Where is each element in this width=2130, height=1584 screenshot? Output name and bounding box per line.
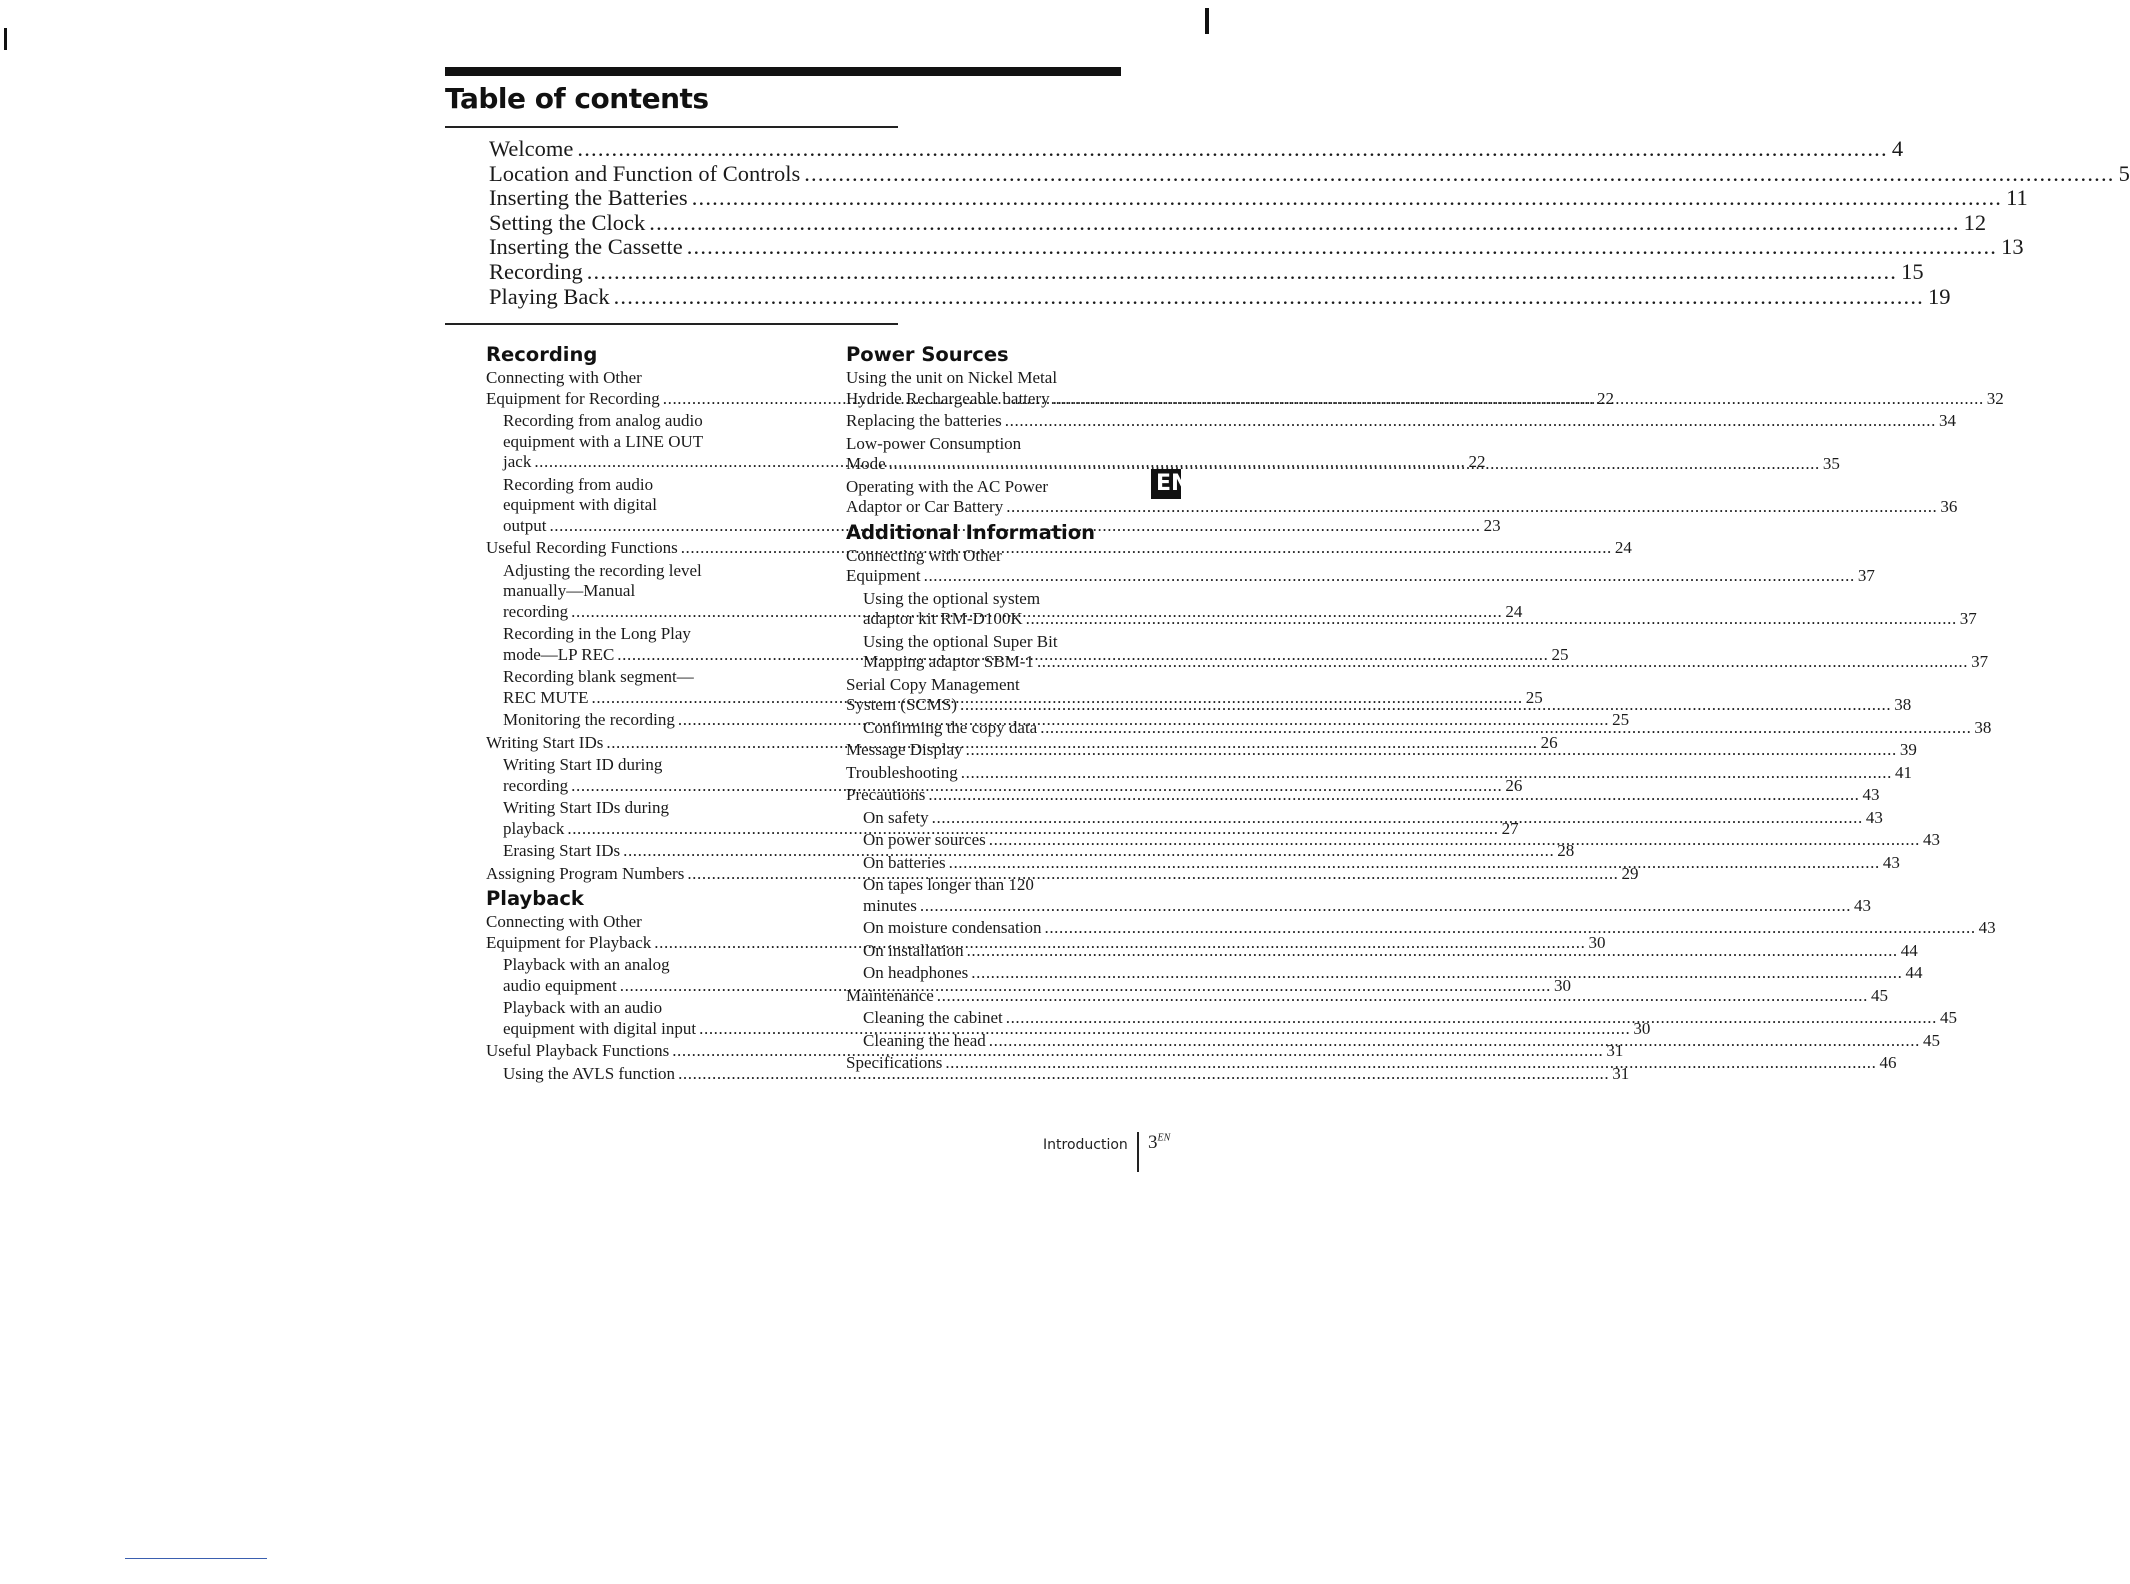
section-heading: Recording: [486, 343, 598, 366]
right-edge-mark: [1205, 8, 1209, 34]
toc-entry-page: 29: [1621, 863, 1639, 883]
toc-entry-label: Confirming the copy data: [863, 717, 1038, 737]
toc-entry-last-line: [846, 497, 1958, 518]
toc-entry-page: 13: [2001, 234, 2024, 260]
dot-leader: [1037, 652, 1968, 673]
toc-entry-page: 39: [1899, 740, 1917, 759]
toc-entry-page: 24: [1614, 538, 1632, 557]
toc-entry-last-line: [486, 1041, 1624, 1062]
toc-entry-label: Equipment for Playback: [486, 932, 652, 952]
toc-entry: [489, 283, 1951, 310]
top-rule-bar: [445, 67, 1121, 76]
toc-entry-label: REC MUTE: [503, 687, 589, 707]
toc-entry-label: Location and Function of Controls: [489, 160, 801, 186]
dot-leader: [967, 941, 1898, 962]
toc-entry-last-line: [846, 762, 1912, 784]
toc-entry: [486, 1063, 1630, 1085]
toc-entry: [489, 160, 2130, 187]
dot-leader: [966, 740, 1897, 761]
toc-entry-last-line: [863, 895, 1872, 917]
dot-leader: [804, 162, 2114, 187]
toc-entry-last-line: [846, 566, 1875, 587]
toc-entry-line: Using the unit on Nickel Metal: [846, 368, 1058, 387]
toc-entry-line: Recording in the Long Play: [503, 624, 691, 643]
toc-entry-page: 44: [1900, 940, 1918, 960]
section-heading: Playback: [486, 887, 584, 910]
dot-leader: [1044, 918, 1975, 939]
toc-entry: [846, 411, 1956, 432]
toc-entry-line: equipment with a LINE OUT: [503, 431, 704, 451]
toc-entry-label: Maintenance: [846, 985, 934, 1005]
toc-entry-page: 37: [1857, 566, 1875, 585]
dot-leader: [960, 695, 1891, 716]
dot-leader: [1006, 497, 1937, 518]
dot-leader: [1005, 411, 1936, 432]
toc-entry: [486, 1041, 1624, 1062]
toc-entry-label: jack: [503, 452, 532, 471]
toc-entry-line: Recording blank segment—: [503, 667, 694, 686]
toc-entry-last-line: [863, 963, 1923, 984]
toc-entry-label: On batteries: [863, 852, 946, 872]
toc-entry-page: 45: [1922, 1030, 1940, 1050]
toc-entry-label: On safety: [863, 807, 929, 827]
toc-entry-label: audio equipment: [503, 975, 617, 995]
toc-entry-label: Troubleshooting: [846, 762, 958, 782]
toc-entry-label: playback: [503, 818, 565, 838]
footer-page-value: 3: [1148, 1132, 1158, 1153]
intro-toc-list: [489, 136, 2130, 309]
page-title: Table of contents: [445, 82, 709, 115]
toc-entry-label: Erasing Start IDs: [503, 841, 621, 860]
bottom-edge-line: [125, 1558, 267, 1559]
toc-entry-label: Adaptor or Car Battery: [846, 497, 1004, 516]
toc-entry-page: 22: [1468, 452, 1486, 471]
toc-entry-page: 22: [1596, 388, 1614, 408]
toc-entry-line: Playback with an analog: [503, 955, 670, 974]
toc-entry-page: 5: [2118, 160, 2130, 186]
toc-entry-label: Useful Playback Functions: [486, 1041, 670, 1060]
dot-leader: [649, 211, 1959, 236]
toc-entry-label: recording: [503, 601, 569, 621]
toc-entry-label: On power sources: [863, 830, 986, 849]
dot-leader: [1026, 609, 1957, 630]
toc-entry-line: Playback with an audio: [503, 998, 663, 1017]
toc-entry-page: 43: [1922, 830, 1940, 849]
toc-entry-page: 28: [1557, 841, 1575, 860]
toc-entry-page: 26: [1505, 775, 1523, 795]
toc-entry-label: Recording: [489, 258, 583, 284]
toc-entry-page: 30: [1588, 932, 1606, 952]
toc-entry-page: 12: [1963, 209, 1987, 235]
toc-entry-page: 34: [1938, 411, 1956, 430]
toc-entry-label: Replacing the batteries: [846, 411, 1002, 430]
dot-leader: [889, 454, 1820, 475]
toc-entry-page: 25: [1525, 687, 1543, 707]
toc-entry-page: 31: [1612, 1063, 1630, 1083]
toc-entry-line: Using the optional system: [863, 588, 1041, 608]
dot-leader: [1006, 1008, 1937, 1029]
toc-entry-line: Adjusting the recording level: [503, 560, 702, 580]
footer-divider: [1137, 1132, 1139, 1172]
toc-entry-line: On tapes longer than 120: [863, 875, 1034, 894]
toc-entry-line: Connecting with Other: [486, 368, 642, 387]
toc-entry-last-line: [503, 1063, 1630, 1085]
toc-entry-page: 45: [1871, 985, 1888, 1005]
toc-entry-page: 11: [2006, 185, 2028, 211]
toc-entry-line: Recording from analog audio: [503, 411, 703, 430]
dot-leader: [920, 896, 1851, 917]
toc-entry-label: recording: [503, 775, 569, 795]
toc-entry-line: Writing Start IDs during: [503, 798, 669, 817]
toc-entry-label: Cleaning the cabinet: [863, 1008, 1003, 1027]
dot-leader: [971, 963, 1902, 984]
toc-entry-label: minutes: [863, 895, 917, 915]
toc-entry-page: 37: [1971, 652, 1989, 671]
dot-leader: [949, 853, 1880, 874]
toc-entry-page: 37: [1959, 609, 1977, 628]
toc-entry: [846, 963, 1923, 984]
toc-entry-label: Monitoring the recording: [503, 710, 675, 729]
toc-entry-label: Mode: [846, 454, 886, 473]
toc-entry-line: manually—Manual: [503, 581, 636, 600]
intro-bottom-rule: [445, 323, 898, 325]
toc-entry: [846, 918, 1996, 939]
dot-leader: [614, 285, 1924, 310]
dot-leader: [961, 763, 1892, 784]
dot-leader: [577, 137, 1887, 162]
toc-entry-label: Message Display: [846, 740, 963, 759]
dot-leader: [1053, 389, 1984, 410]
dot-leader: [989, 1031, 1920, 1052]
toc-entry-last-line: [863, 918, 1996, 939]
toc-entry: [846, 762, 1912, 784]
toc-entry-page: 23: [1483, 515, 1501, 535]
toc-entry-label: output: [503, 515, 547, 535]
toc-entry-page: 41: [1894, 762, 1912, 782]
toc-entry-label: adaptor kit RM-D100K: [863, 609, 1023, 628]
toc-entry-label: Equipment: [846, 566, 921, 585]
footer-page-suffix: EN: [1157, 1132, 1171, 1144]
toc-entry-page: 46: [1879, 1053, 1897, 1072]
toc-entry-label: mode—LP REC: [503, 644, 615, 664]
toc-entry-page: 27: [1501, 818, 1519, 838]
toc-entry-label: Useful Recording Functions: [486, 538, 678, 557]
toc-entry-label: Using the AVLS function: [503, 1063, 676, 1083]
toc-entry-page: 38: [1974, 717, 1992, 737]
toc-entry: [489, 185, 2028, 211]
left-edge-mark: [4, 28, 7, 50]
toc-entry-line: Low-power Consumption: [846, 433, 1022, 453]
dot-leader: [1040, 718, 1971, 739]
dot-leader: [587, 260, 1897, 285]
toc-entry-label: On installation: [863, 940, 964, 960]
toc-entry-page: 26: [1540, 732, 1558, 752]
toc-entry-page: 25: [1612, 710, 1630, 729]
toc-entry-page: 25: [1551, 644, 1569, 664]
toc-entry-label: Setting the Clock: [489, 209, 646, 235]
dot-leader: [687, 235, 1997, 260]
toc-entry-label: System (SCMS): [846, 695, 957, 714]
footer-page-number: [1148, 1132, 1170, 1154]
toc-entry-label: Assigning Program Numbers: [486, 863, 685, 883]
dot-leader: [681, 538, 1612, 559]
toc-entry: [489, 258, 1924, 285]
language-tab: EN: [1151, 469, 1181, 499]
toc-entry-page: 43: [1978, 918, 1996, 937]
toc-entry-page: 45: [1939, 1008, 1957, 1027]
toc-entry-label: On headphones: [863, 963, 969, 982]
toc-entry-line: Operating with the AC Power: [846, 476, 1049, 496]
title-underline: [445, 126, 898, 128]
dot-leader: [989, 830, 1920, 851]
toc-entry-line: Writing Start ID during: [503, 755, 663, 774]
toc-entry: [489, 209, 1987, 236]
toc-entry-page: 43: [1882, 852, 1900, 872]
toc-entry-page: 4: [1891, 136, 1904, 161]
toc-entry-page: 31: [1606, 1041, 1624, 1060]
section-heading: Additional Information: [846, 520, 1096, 544]
toc-entry-line: Recording from audio: [503, 474, 654, 494]
toc-entry-label: Welcome: [489, 136, 574, 161]
toc-entry-label: Cleaning the head: [863, 1030, 986, 1050]
toc-entry: [846, 875, 1872, 916]
toc-entry-label: Hydride Rechargeable battery: [846, 388, 1050, 408]
toc-entry-page: 38: [1894, 695, 1912, 714]
dot-leader: [937, 986, 1868, 1007]
toc-entry-page: 19: [1928, 283, 1951, 309]
toc-entry-label: Specifications: [846, 1053, 943, 1072]
toc-entry-line: Using the optional Super Bit: [863, 631, 1058, 651]
dot-leader: [692, 186, 2002, 211]
footer-section-label: Introduction: [1043, 1137, 1128, 1153]
toc-entry-page: 43: [1865, 807, 1883, 827]
toc-entry-label: Writing Start IDs: [486, 732, 604, 752]
toc-entry-page: 30: [1633, 1018, 1651, 1038]
toc-entry: [489, 136, 1904, 162]
toc-entry-label: Inserting the Batteries: [489, 185, 688, 211]
toc-entry-page: 44: [1905, 963, 1923, 982]
toc-entry-label: Inserting the Cassette: [489, 234, 683, 260]
dot-leader: [924, 566, 1855, 587]
toc-entry-page: 24: [1505, 601, 1523, 621]
toc-entry-page: 36: [1940, 497, 1958, 516]
toc-entry-page: 35: [1822, 454, 1840, 473]
toc-entry-label: Equipment for Recording: [486, 388, 660, 408]
toc-entry-page: 15: [1901, 258, 1924, 284]
toc-entry-line: equipment with digital: [503, 495, 657, 514]
toc-entry-page: 43: [1854, 895, 1872, 915]
toc-entry-label: equipment with digital input: [503, 1018, 697, 1038]
toc-entry-page: 43: [1862, 785, 1880, 804]
toc-entry-last-line: [846, 411, 1956, 432]
dot-leader: [932, 808, 1863, 829]
toc-entry-label: On moisture condensation: [863, 918, 1042, 937]
toc-entry-label: Playing Back: [489, 283, 610, 309]
section-heading: Power Sources: [846, 343, 1009, 366]
toc-entry-line: Connecting with Other: [846, 545, 1002, 565]
toc-entry-label: Mapping adaptor SBM-1: [863, 652, 1034, 671]
toc-entry-line: Connecting with Other: [486, 912, 642, 931]
dot-leader: [945, 1053, 1876, 1074]
toc-entry: [489, 234, 2024, 260]
toc-entry-page: 32: [1986, 388, 2004, 408]
toc-entry-line: Serial Copy Management: [846, 674, 1020, 694]
toc-entry-label: Precautions: [846, 785, 926, 804]
toc-entry-page: 30: [1553, 975, 1571, 995]
dot-leader: [928, 785, 1859, 806]
